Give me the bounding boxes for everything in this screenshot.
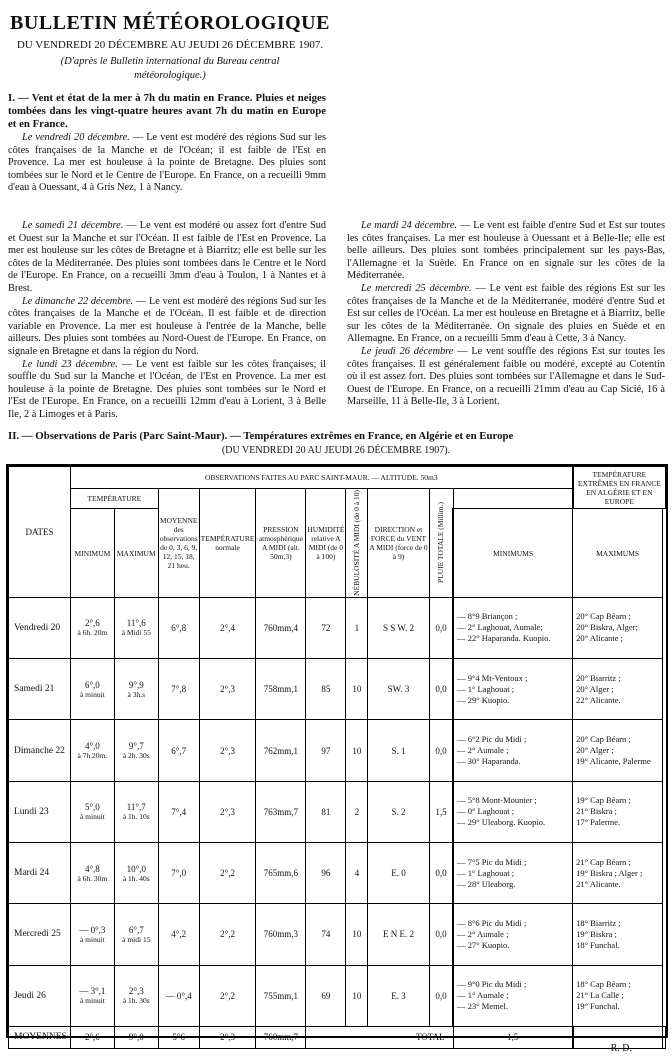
extreme-max-entry: 21° Alicante.: [576, 878, 621, 889]
min-temp-cell: — 0°,3 à minuit: [70, 904, 114, 965]
min-temp-cell: 4°,8 à 6h. 30m: [70, 842, 114, 903]
extreme-min-entry: — 8°6 Pic du Midi ;: [457, 917, 527, 928]
max-temp-cell: 11°,7 à 1h. 10s: [114, 781, 158, 842]
signature: R. D.: [610, 1043, 632, 1054]
extreme-min-entry: — 22° Haparanda. Kuopio.: [457, 633, 551, 644]
max-temp-cell: 10°,0 à 1h. 40s: [114, 842, 158, 903]
nebulosity-cell: 10: [346, 659, 368, 720]
text-column-left: [8, 220, 326, 422]
extreme-min-cell: [453, 904, 573, 965]
table-row: [9, 659, 666, 720]
extreme-max-entry: 20° Biarritz ;: [576, 672, 621, 683]
min-temp-cell: — 3°,1 à minuit: [70, 965, 114, 1026]
extreme-max-entry: 20° Alger ;: [576, 745, 614, 756]
table-row: [9, 720, 666, 781]
rain-cell: 1,5: [429, 781, 453, 842]
extreme-max-cell: [573, 842, 663, 903]
extreme-max-cell: [573, 904, 663, 965]
mean-temp-cell: 6°,8: [158, 597, 199, 658]
extreme-min-entry: — 27° Kuopio.: [457, 939, 510, 950]
average-min: 2°,6: [70, 1026, 114, 1048]
extreme-max-entry: 18° Cap Béarn ;: [576, 979, 631, 990]
pressure-cell: 765mm,6: [256, 842, 306, 903]
extreme-min-entry: — 1° Aumale ;: [457, 990, 509, 1001]
rain-cell: 0,0: [429, 965, 453, 1026]
section2-heading: II. — Observations de Paris (Parc Saint-Maur). — Températures extrêmes en France, en Algérie et en Europe: [8, 430, 514, 442]
extreme-min-entry: — 2° Aumale ;: [457, 928, 509, 939]
date-cell: Samedi 21: [9, 659, 71, 720]
min-temp-cell: 2°,6 à 6h. 20m: [70, 597, 114, 658]
date-cell: Mardi 24: [9, 842, 71, 903]
max-temp-cell: 9°,7 à 2h. 30s: [114, 720, 158, 781]
mean-temp-cell: 7°,4: [158, 781, 199, 842]
total-rain: 1,5: [453, 1026, 573, 1048]
normal-temp-cell: 2°,2: [199, 904, 256, 965]
day-label: Le jeudi 26 décembre: [361, 345, 454, 357]
extreme-min-entry: — 2° Aumale ;: [457, 745, 509, 756]
rain-header: PLUIE TOTALE (Millim.): [429, 489, 453, 598]
extreme-max-entry: 19° Biskra ; Alger ;: [576, 867, 643, 878]
normal-temp-cell: 2°,3: [199, 720, 256, 781]
average-mean: 5°6: [158, 1026, 199, 1048]
normal-temp-cell: 2°,2: [199, 965, 256, 1026]
min-temp-header: MINIMUM: [70, 509, 114, 597]
paragraph-text: — Le vent est faible sur les côtes françaises; il souffle du Sud sur la Manche et l'Océan, de l'Est en Provence. La mer est houleuse à la pointe de Bretagne. Des pluies sont tombées sur le Nord et l'Est de l'Europe. En France, on a recueilli 12mm d'eau à Lorient, 3 à Belle Ile, 2 à Limoges et à Paris.: [8, 358, 326, 420]
min-temp-cell: 4°,0 à 7h.20m.: [70, 720, 114, 781]
extreme-min-entry: — 30° Haparanda.: [457, 756, 521, 767]
extreme-max-entry: 20° Alger ;: [576, 683, 614, 694]
mean-temp-header: MOYENNE des observations de 0, 3, 6, 9, 12, 15, 18, 21 heu.: [158, 489, 199, 598]
extremes-header: TEMPÉRATURE EXTRÊMES EN FRANCE EN ALGÉRIE ET EN EUROPE: [573, 467, 666, 509]
wind-cell: SW. 3: [368, 659, 430, 720]
extreme-max-cell: [573, 965, 663, 1026]
extreme-max-entry: 21° La Calle ;: [576, 990, 624, 1001]
extreme-max-entry: 19° Cap Béarn ;: [576, 795, 631, 806]
extreme-min-entry: — 23° Memel.: [457, 1001, 508, 1012]
extreme-max-entry: 19° Funchal.: [576, 1001, 620, 1012]
day-label: Le mardi 24 décembre.: [361, 220, 457, 231]
rain-cell: 0,0: [429, 904, 453, 965]
day-label: Le lundi 23 décembre.: [22, 358, 118, 370]
extreme-min-cell: [453, 720, 573, 781]
pressure-cell: 760mm,3: [256, 904, 306, 965]
observations-table-frame: [6, 464, 668, 1043]
extreme-min-entry: — 5°8 Mont-Mounier ;: [457, 795, 537, 806]
mean-temp-cell: 7°,8: [158, 659, 199, 720]
extreme-min-entry: — 28° Uleaborg.: [457, 878, 516, 889]
wind-header: DIRECTION et FORCE du VENT A MIDI (force de 0 à 9): [368, 489, 430, 598]
observations-header: OBSERVATIONS FAITES AU PARC SAINT-MAUR. — ALTITUDE. 50m3: [70, 467, 572, 489]
humidity-header: HUMIDITÉ relative A MIDI (de 0 à 100): [306, 489, 346, 598]
pressure-cell: 760mm,4: [256, 597, 306, 658]
max-temp-cell: 11°,6 à Midi 55: [114, 597, 158, 658]
average-max: 9°,0: [114, 1026, 158, 1048]
wind-cell: E N E. 2: [368, 904, 430, 965]
humidity-cell: 69: [306, 965, 346, 1026]
nebulosity-cell: 10: [346, 720, 368, 781]
table-row: [9, 781, 666, 842]
section2-dates: (DU VENDREDI 20 AU JEUDI 26 DÉCEMBRE 1907).: [221, 445, 451, 456]
normal-temp-cell: 2°,2: [199, 842, 256, 903]
extreme-max-entry: 20° Biskra, Alger;: [576, 622, 638, 633]
humidity-cell: 85: [306, 659, 346, 720]
wind-cell: E. 3: [368, 965, 430, 1026]
extreme-min-cell: [453, 659, 573, 720]
paragraph-text: — Le vent est faible des régions Est sur les côtes françaises de la Manche et de la Méditerranée, modéré d'entre Sud et Est sur celles de l'Océan. La mer est houleuse en Bretagne et à Biarritz, belle sur les côtes de la Méditerranée. On signale des pluies en Suède et en Allemagne. En France, on a recueilli 5mm d'eau à Cette, 3 à Nancy.: [347, 282, 666, 345]
extreme-max-entry: 18° Biarritz ;: [576, 917, 621, 928]
table-row: [9, 597, 666, 658]
max-temp-cell: 6°,7 à midi 15: [114, 904, 158, 965]
paragraph-text: — Le vent est modéré des régions Sud sur les côtes françaises de la Manche et de l'Océan; il est faible de l'Est en Provence. La mer est houleuse à la pointe de Bretagne. Des pluies sont tombées sur le Nord et le Centre de l'Europe. En France, on a recueilli 9mm d'eau à Ouessant, 4 à Gris Nez, 1 à Nancy.: [8, 132, 327, 194]
mean-temp-cell: 6°,7: [158, 720, 199, 781]
extreme-max-entry: 18° Funchal.: [576, 939, 620, 950]
section1-heading: I. — Vent et état de la mer à 7h du matin en France. Pluies et neiges tombées dans les vingt-quatre heures avant 7h du matin en Europe et en France.: [8, 92, 326, 130]
max-temp-cell: 9°,9 à 3h.s: [114, 659, 158, 720]
extreme-min-entry: — 2° Laghouat, Aumale;: [457, 622, 543, 633]
date-cell: Vendredi 20: [9, 597, 71, 658]
wind-cell: S S W. 2: [368, 597, 430, 658]
nebulosity-cell: 1: [346, 597, 368, 658]
wind-cell: S. 1: [368, 720, 430, 781]
table-row: [9, 904, 666, 965]
bulletin-dates: DU VENDREDI 20 DÉCEMBRE AU JEUDI 26 DÉCEMBRE 1907.: [16, 39, 324, 51]
extreme-max-cell: [573, 659, 663, 720]
footer-empty: [663, 1026, 666, 1048]
extreme-min-entry: — 9°0 Pic du Midi ;: [457, 979, 527, 990]
extreme-min-entry: — 7°5 Pic du Midi ;: [457, 856, 527, 867]
extreme-min-entry: — 8°9 Briançon ;: [457, 611, 518, 622]
extreme-max-entry: 19° Alicante, Palerme: [576, 756, 651, 767]
humidity-cell: 74: [306, 904, 346, 965]
pressure-cell: 762mm,1: [256, 720, 306, 781]
temperature-header: TEMPÉRATURE: [70, 489, 158, 509]
date-cell: Lundi 23: [9, 781, 71, 842]
min-temp-cell: 6°,0 à minuit: [70, 659, 114, 720]
extreme-max-cell: [573, 720, 663, 781]
humidity-cell: 81: [306, 781, 346, 842]
humidity-cell: 96: [306, 842, 346, 903]
paragraph-text: — Le vent est modéré ou assez fort d'entre Sud et Ouest sur la Manche et sur l'Océan. Il est faible de l'Est en Provence. La mer est houleuse sur les côtes de Bretagne et à Biarritz; elle est belle sur les côtes de la Méditerranée. Des pluies sont tombées dans le Centre et le Nord de l'Europe. En France, on a recueilli 3mm d'eau à Toulon, 1 à Nantes et à Brest.: [8, 220, 327, 294]
wind-cell: E. 0: [368, 842, 430, 903]
extreme-min-entry: — 9°4 Mt-Ventoux ;: [457, 672, 528, 683]
extreme-min-entry: — 6°2 Pic du Midi ;: [457, 734, 527, 745]
rain-cell: 0,0: [429, 597, 453, 658]
extreme-min-entry: — 1° Laghouat ;: [457, 867, 515, 878]
humidity-cell: 72: [306, 597, 346, 658]
extremes-max-header: MAXIMUMS: [573, 509, 663, 597]
humidity-cell: 97: [306, 720, 346, 781]
average-pressure: 760mm,7: [256, 1026, 306, 1048]
extreme-max-cell: [573, 781, 663, 842]
normal-temp-cell: 2°,3: [199, 659, 256, 720]
nebulosity-cell: 4: [346, 842, 368, 903]
date-cell: Jeudi 26: [9, 965, 71, 1026]
observations-table: [8, 466, 666, 1049]
extreme-max-entry: 20° Cap Béarn ;: [576, 734, 631, 745]
averages-label: MOYENNES: [9, 1026, 71, 1048]
max-temp-header: MAXIMUM: [114, 509, 158, 597]
pressure-cell: 758mm,1: [256, 659, 306, 720]
nebulosity-cell: 10: [346, 965, 368, 1026]
extremes-min-header: MINIMUMS: [453, 509, 573, 597]
normal-temp-cell: 2°,3: [199, 781, 256, 842]
extreme-max-entry: 22° Alicante.: [576, 694, 621, 705]
extreme-max-entry: 21° Biskra ;: [576, 806, 617, 817]
extreme-max-entry: 19° Biskra ;: [576, 928, 617, 939]
extreme-min-entry: — 29° Uleaborg. Kuopio.: [457, 817, 546, 828]
normal-temp-header: TEMPÉRATURE normale: [199, 489, 256, 598]
paragraph-text: — Le vent est modéré des régions Sud sur les côtes françaises de la Manche et de l'Océan. Il est faible et de direction variable en Provence. La mer est houleuse à l'entrée de la Manche, belle ailleurs. Des pluies sont tombées au Nord-Ouest de l'Europe. En France, on signale en Bretagne et dans la région du Nord.: [8, 295, 327, 357]
total-label: TOTAL: [306, 1026, 453, 1048]
max-temp-cell: 2°,3 à 1h. 30s: [114, 965, 158, 1026]
bulletin-source: (D'après le Bulletin international du Bureau central météorologique.): [60, 56, 280, 81]
rain-cell: 0,0: [429, 659, 453, 720]
day-label: Le mercredi 25 décembre.: [361, 282, 472, 294]
page-title: BULLETIN MÉTÉOROLOGIQUE: [10, 12, 330, 34]
extreme-max-entry: 20° Alicante ;: [576, 633, 623, 644]
extreme-max-cell: [573, 597, 663, 658]
day-label: Le dimanche 22 décembre.: [22, 295, 134, 307]
day-label: Le samedi 21 décembre.: [22, 220, 124, 231]
paragraph-vendredi-intro: [8, 132, 326, 195]
extreme-min-cell: [453, 781, 573, 842]
extreme-min-cell: [453, 965, 573, 1026]
wind-cell: S. 2: [368, 781, 430, 842]
date-cell: Mercredi 25: [9, 904, 71, 965]
extreme-max-entry: 17° Palerme.: [576, 817, 621, 828]
extreme-min-entry: — 1° Laghouat ;: [457, 683, 515, 694]
day-label: Le vendredi 20 décembre.: [22, 132, 130, 143]
dates-header: DATES: [9, 467, 71, 598]
extreme-max-entry: 21° Cap Béarn ;: [576, 856, 631, 867]
extreme-max-entry: 20° Cap Béarn ;: [576, 611, 631, 622]
rain-cell: 0,0: [429, 842, 453, 903]
table-row: [9, 842, 666, 903]
table-row: [9, 965, 666, 1026]
min-temp-cell: 5°,0 à minuit: [70, 781, 114, 842]
date-cell: Dimanche 22: [9, 720, 71, 781]
mean-temp-cell: 4°,2: [158, 904, 199, 965]
extreme-min-entry: — 29° Kuopio.: [457, 694, 510, 705]
nebulosity-cell: 10: [346, 904, 368, 965]
mean-temp-cell: — 0°,4: [158, 965, 199, 1026]
pressure-header: PRESSION atmosphérique A MIDI (alt. 50m,3): [256, 489, 306, 598]
text-column-right: [347, 220, 665, 409]
rain-cell: 0,0: [429, 720, 453, 781]
paragraph-text: — Le vent souffle des régions Est sur toutes les côtes françaises. Il est généralement faible ou modéré, excepté au Cotentin où il est assez fort. Des pluies sont tombées sur l'Allemagne et dans le Sud-Ouest de l'Europe. En France, on a recueilli 21mm d'eau au Cap Sicié, 16 à Marseille, 11 à Belle-Ile, 3 à Lorient.: [347, 345, 665, 408]
mean-temp-cell: 7°,0: [158, 842, 199, 903]
pressure-cell: 755mm,1: [256, 965, 306, 1026]
normal-temp-cell: 2°,4: [199, 597, 256, 658]
extreme-min-cell: [453, 842, 573, 903]
extreme-min-cell: [453, 597, 573, 658]
nebulosity-cell: 2: [346, 781, 368, 842]
pressure-cell: 763mm,7: [256, 781, 306, 842]
nebulosity-header: NÉBULOSITÉ A MIDI (de 0 à 10): [346, 489, 368, 598]
extreme-min-entry: — 0° Laghouat ;: [457, 806, 515, 817]
average-normal: 2°,3: [199, 1026, 256, 1048]
paragraph-text: — Le vent est faible d'entre Sud et Est sur toutes les côtes françaises. La mer est houleuse à Ouessant et à Belle-Ile; elle est belle ailleurs. Des pluies sont tombées principalement sur les pays-Bas, l'Allemagne et la Suède. En France on en signale sur les côtes de la Méditerranée.: [347, 220, 665, 282]
